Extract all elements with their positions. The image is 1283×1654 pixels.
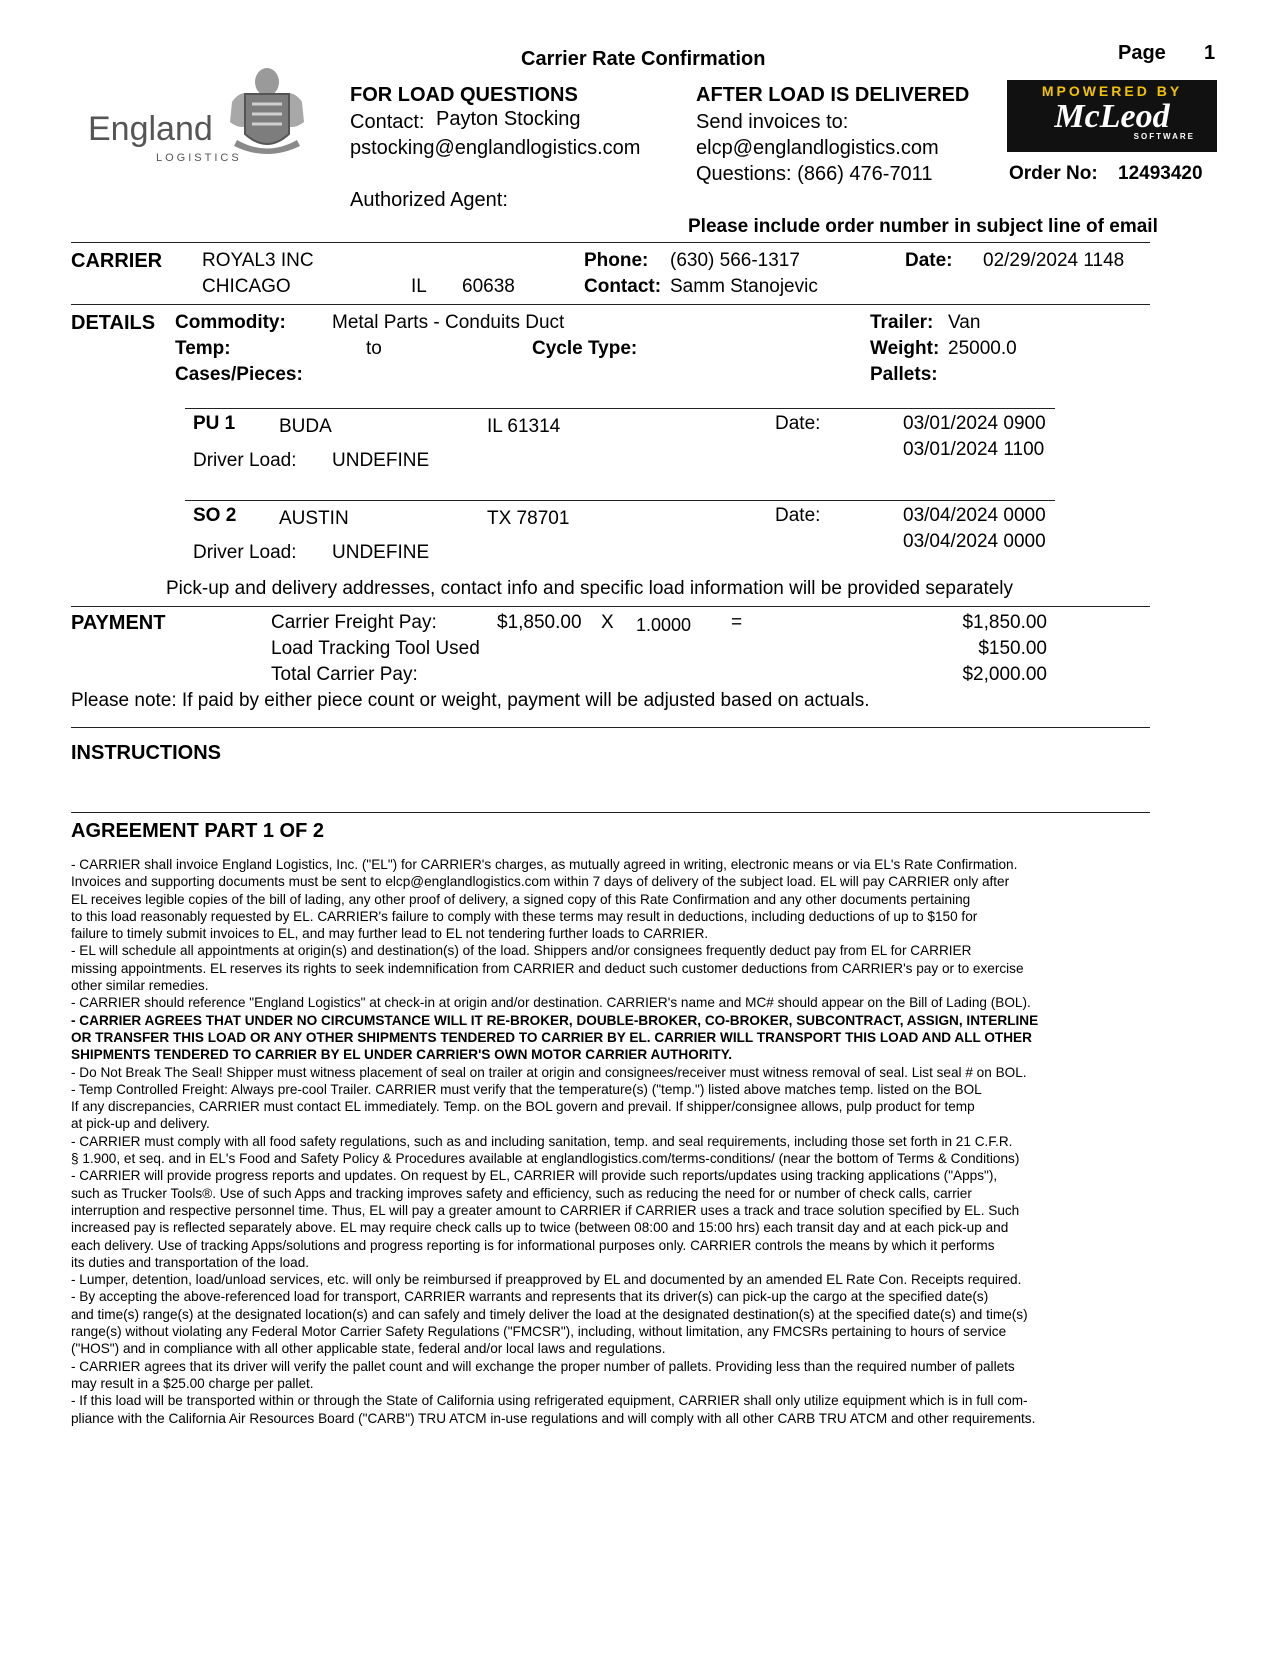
agreement-line: range(s) without violating any Federal Motor Carrier Safety Regulations ("FMCSR"), including, without limitation, any FMCSRs pertaining to hours of service [71,1324,1007,1340]
agreement-line: at pick-up and delivery. [71,1116,210,1132]
document-title: Carrier Rate Confirmation [521,48,766,70]
agreement-line: - CARRIER will provide progress reports and updates. On request by EL, CARRIER will provide such reports/updates using tracking applications ("Apps"), [71,1168,998,1184]
divider [71,812,1150,813]
agreement-line: pliance with the California Air Resources Board ("CARB") TRU ATCM in-use regulations and will comply with all other CARB TRU ATCM and other requirements. [71,1410,1036,1426]
england-logistics-logo [88,62,318,172]
stop-state-zip: TX 78701 [487,508,570,529]
freight-total: $1,850.00 [962,612,1047,633]
freight-pay-label: Carrier Freight Pay: [271,612,437,633]
stop-city: AUSTIN [279,508,349,529]
driver-load-label: Driver Load: [193,450,297,471]
agreement-line: OR TRANSFER THIS LOAD OR ANY OTHER SHIPMENTS TENDERED TO CARRIER BY EL. CARRIER WILL TRANSPORT THIS LOAD AND ALL OTHER [71,1029,1032,1045]
stop-state-zip: IL 61314 [487,416,561,437]
payment-label: PAYMENT [71,612,166,634]
carrier-state: IL [411,276,427,297]
driver-load-value: UNDEFINE [332,542,430,563]
divider [185,408,1055,409]
order-label: Order No: [1009,163,1098,184]
payment-note: Please note: If paid by either piece count or weight, payment will be adjusted based on actuals. [71,690,870,711]
driver-load-label: Driver Load: [193,542,297,563]
logo-wordmark: England [88,110,213,148]
agreement-line: may result in a $25.00 charge per pallet. [71,1375,314,1391]
trailer-value: Van [948,312,981,333]
stops-note: Pick-up and delivery addresses, contact info and specific load information will be provided separately [166,578,1014,599]
agreement-line: failure to timely submit invoices to EL, and may further lead to EL not tendering further loads to CARRIER. [71,926,709,942]
agreement-line: - CARRIER must comply with all food safety regulations, such as and including sanitation, temp. and seal requirements, including those set forth in 21 C.F.R. [71,1133,1013,1149]
divider [71,606,1150,607]
tracking-tool-label: Load Tracking Tool Used [271,638,480,659]
agreement-line: - Temp Controlled Freight: Always pre-cool Trailer. CARRIER must verify that the temperature(s) ("temp.") listed above matches temp. listed on the BOL [71,1081,982,1097]
trailer-label: Trailer: [870,312,934,333]
order-number: 12493420 [1118,163,1203,184]
divider [185,500,1055,501]
tracking-tool-amount: $150.00 [978,638,1047,659]
load-contact-label: Contact: [350,111,425,133]
load-questions-heading: FOR LOAD QUESTIONS [350,84,578,106]
commodity-value: Metal Parts - Conduits Duct [332,312,565,333]
page-number: 1 [1204,42,1216,64]
email-subject-note: Please include order number in subject line of email [688,216,1158,237]
invoice-email: elcp@englandlogistics.com [696,137,939,159]
driver-load-value: UNDEFINE [332,450,430,471]
agreement-line: SHIPMENTS TENDERED TO CARRIER BY EL UNDER CARRIER'S OWN MOTOR CARRIER AUTHORITY. [71,1047,733,1063]
agreement-line: missing appointments. EL reserves its rights to seek indemnification from CARRIER and deduct such customer deductions from CARRIER's pay or to exercise [71,960,1024,976]
agreement-line: interruption and respective personnel time. Thus, EL will pay a greater amount to CARRIER if CARRIER uses a track and trace solution specified by EL. Such [71,1202,1020,1218]
questions-phone: Questions: (866) 476-7011 [696,163,933,185]
temp-to: to [366,338,382,359]
agreement-line: other similar remedies. [71,978,209,994]
agreement-line: - Do Not Break The Seal! Shipper must witness placement of seal on trailer at origin and consignees/receiver must witness removal of seal. List seal # on BOL. [71,1064,1027,1080]
carrier-contact: Samm Stanojevic [670,276,818,297]
stop-date-label: Date: [775,505,821,526]
stop-date-start: 03/01/2024 0900 [903,413,1046,434]
carrier-label: CARRIER [71,250,163,272]
carrier-phone-label: Phone: [584,250,649,271]
agreement-heading: AGREEMENT PART 1 OF 2 [71,820,324,842]
agreement-line: - If this load will be transported within or through the State of California using refrigerated equipment, CARRIER shall only utilize equipment which is in full com- [71,1393,1028,1409]
agreement-line: each delivery. Use of tracking Apps/solutions and progress reporting is for informational purposes only. CARRIER controls the means by which it performs [71,1237,995,1253]
equals-sign: = [731,612,743,633]
stop-date-end: 03/01/2024 1100 [903,439,1045,460]
agreement-line: its duties and transportation of the load. [71,1254,310,1270]
instructions-label: INSTRUCTIONS [71,742,221,764]
carrier-phone: (630) 566-1317 [670,250,800,271]
agreement-line: increased pay is reflected separately above. EL may require check calls up to twice (between 08:00 and 15:00 hrs) each transit day and at each pick-up and [71,1220,1009,1236]
stop-code: SO 2 [193,505,237,526]
agreement-line: § 1.900, et seq. and in EL's Food and Safety Policy & Procedures available at englandlogistics.com/terms-conditions/ (near the bottom of Terms & Conditions) [71,1151,1020,1167]
total-pay-amount: $2,000.00 [962,664,1047,685]
agreement-line: - CARRIER shall invoice England Logistics, Inc. ("EL") for CARRIER's charges, as mutually agreed in writing, electronic means or via EL's Rate Confirmation. [71,857,1018,872]
stop-date-label: Date: [775,413,821,434]
pallets-label: Pallets: [870,364,938,385]
carrier-contact-label: Contact: [584,276,662,297]
agreement-line: - CARRIER agrees that its driver will verify the pallet count and will exchange the proper number of pallets. Providing less than the required number of pallets [71,1358,1015,1374]
agreement-text [71,856,1221,1427]
cycle-type-label: Cycle Type: [532,338,638,359]
carrier-zip: 60638 [462,276,515,297]
after-delivery-heading: AFTER LOAD IS DELIVERED [696,84,970,106]
load-contact-name: Payton Stocking [436,108,581,130]
agreement-line: - By accepting the above-referenced load for transport, CARRIER warrants and represents that its driver(s) can pick-up the cargo at the specified date(s) [71,1289,989,1305]
temp-label: Temp: [175,338,231,359]
carrier-date: 02/29/2024 1148 [983,250,1125,271]
agreement-line: and time(s) range(s) at the designated location(s) and can safely and timely deliver the load at the designated destination(s) at the specified date(s) and time(s) [71,1306,1028,1322]
carrier-name: ROYAL3 INC [202,250,314,271]
authorized-agent-label: Authorized Agent: [350,189,508,211]
cases-pieces-label: Cases/Pieces: [175,364,303,385]
agreement-line: EL receives legible copies of the bill of lading, any other proof of delivery, a signed copy of this Rate Confirmation and any other documents pertaining [71,891,971,907]
logo-subtitle: LOGISTICS [156,152,242,164]
mcleod-sub-text: SOFTWARE [1133,132,1195,141]
agreement-line: - EL will schedule all appointments at origin(s) and destination(s) of the load. Shippers and/or consignees frequently deduct pay from EL for CARRIER [71,943,972,959]
weight-label: Weight: [870,338,940,359]
divider [71,304,1150,305]
agreement-line: If any discrepancies, CARRIER must contact EL immediately. Temp. on the BOL govern and prevail. If shipper/consignee allows, pulp product for temp [71,1099,975,1115]
agreement-line: - CARRIER AGREES THAT UNDER NO CIRCUMSTANCE WILL IT RE-BROKER, DOUBLE-BROKER, CO-BROKER, SUBCONTRACT, ASSIGN, INTERLINE [71,1012,1039,1028]
agreement-line: - CARRIER should reference "England Logistics" at check-in at origin and/or destination. CARRIER's name and MC# should appear on the Bill of Lading (BOL). [71,995,1031,1011]
carrier-city: CHICAGO [202,276,291,297]
commodity-label: Commodity: [175,312,286,333]
times-sign: X [601,612,614,633]
agreement-line: Invoices and supporting documents must be sent to elcp@englandlogistics.com within 7 days of delivery of the subject load. EL will pay CARRIER only after [71,874,1010,890]
weight-value: 25000.0 [948,338,1017,359]
stop-date-start: 03/04/2024 0000 [903,505,1046,526]
mcleod-top-text: MPOWERED BY [1041,83,1183,99]
agreement-line: - Lumper, detention, load/unload services, etc. will only be reimbursed if preapproved by EL and documented by an amended EL Rate Con. Receipts required. [71,1272,1022,1288]
details-label: DETAILS [71,312,156,334]
agreement-line: to this load reasonably requested by EL. CARRIER's failure to comply with these terms may result in deductions, including deductions of up to $150 for [71,908,978,924]
divider [71,242,1150,243]
stop-date-end: 03/04/2024 0000 [903,531,1046,552]
agreement-line: ("HOS") and in compliance with all other applicable state, federal and/or local laws and regulations. [71,1341,666,1357]
stop-code: PU 1 [193,413,236,434]
load-contact-email: pstocking@englandlogistics.com [350,137,641,159]
divider [71,727,1150,728]
freight-rate: $1,850.00 [497,612,582,633]
total-pay-label: Total Carrier Pay: [271,664,418,685]
mcleod-logo-text: McLeod [1054,98,1170,135]
mcleod-badge [1007,80,1217,152]
page-label: Page [1118,42,1166,64]
carrier-date-label: Date: [905,250,953,271]
agreement-line: such as Trucker Tools®. Use of such Apps and tracking improves safety and efficiency, such as reducing the need for or number of check calls, carrier [71,1185,972,1201]
stop-city: BUDA [279,416,332,437]
freight-quantity: 1.0000 [636,615,692,635]
send-invoices-label: Send invoices to: [696,111,849,133]
